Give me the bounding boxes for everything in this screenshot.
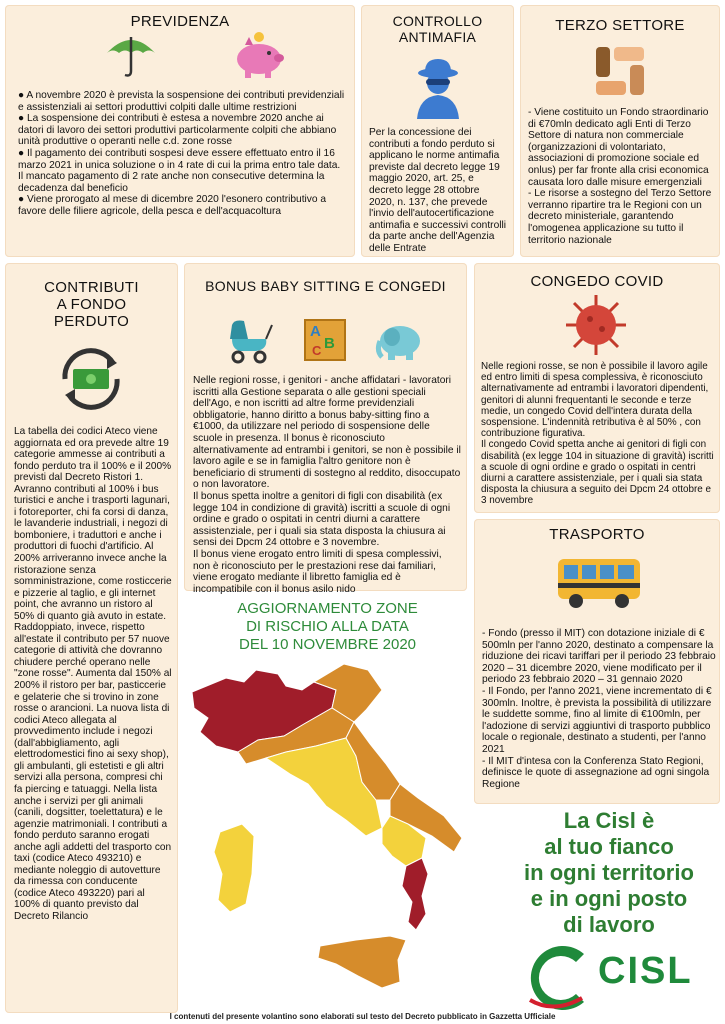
terzo-settore-line: - Viene costituito un Fondo straordinario di €70mln dedicato agli Enti di Terzo Settore di natura non commerciale (organizzazioni di volontariato, associazioni di promozione sociale ed onlus) per far fronte alla crisi economica causata loro dalle misure emergenziali: [528, 107, 709, 188]
previdenza-title: PREVIDENZA: [130, 13, 230, 30]
previdenza-bullet: ● Viene prorogato al mese di dicembre 2020 l'esonero contributivo a favore delle filiere agricole, della pesca e dell'acquacoltura: [18, 194, 327, 217]
previdenza-bullet: ● La sospensione dei contributi è estesa a novembre 2020 anche ai datori di lavoro dei settori produttivi particolarmente colpiti che abbiano unità produttive o operanti nelle c.d. zone rosse: [18, 113, 337, 148]
slogan-line: La Cisl è: [563, 808, 655, 833]
contributi-title: [5, 279, 178, 330]
cisl-logo-icon: [518, 944, 592, 1012]
trasporto-line: - Il Fondo, per l'anno 2021, viene incrementato di € 300mln. Inoltre, è prevista la possibilità di utilizzare le suddette somme, fino al limite di €100mln, per l'adozione di servizi aggiuntivi di trasporto pubblico locale o regionale, destinato a studenti, per l'anno 2021: [482, 685, 712, 755]
virus-icon: [564, 293, 628, 357]
block-letter: C: [312, 343, 322, 358]
bonus-card: [184, 263, 467, 595]
italy-risk-map: [186, 660, 466, 1005]
contributi-title-line: CONTRIBUTI: [44, 279, 139, 296]
bus-icon: [554, 553, 644, 613]
stroller-icon: [226, 317, 276, 365]
contributi-text: La tabella dei codici Ateco viene aggiornata ed ora prevede altre 19 categorie ammesse ai contributi a fondo perduto tra il 100% e il 200% previsti dal Decreto Ristori 1. Avranno contributi al 100% i bus turistici e anche i trasporti lagunari, i fotoreporter, chi fa corsi di danza, le lavanderie industriali, i negozi di bomboniere, i traduttori e anche i produttori di fuochi d'artificio. Al 200% arriveranno invece anche la ristorazione senza somministrazione, come rosticcerie e pizzerie al taglio, e gli internet point, che avranno un ristoro al 50% di quanto già avuto in estate. Raddoppiato, invece, rispetto all'estate il contributo per 57 nuove categorie di attività che dovranno chiudere perché operano nelle "zone rosse". Aumenta dal 150% al 200% il ristoro per bar, pasticcerie e gelaterie che si trovino in zone rosse o arancioni. La nuova lista di codici Ateco allegata al provvedimento include i negozi (dall'abbigliamento, agli elettrodomestici fino ai sexy shop), gli ambulanti, gli estetisti e gli altri servizi alla persona, compresi chi fa piercing e tatuaggi. Nella lista anche i servizi per gli animali (canili, dogsitter, toelettatura) e le agenzie matrimoniali. I contributi a fondo perduto saranno erogati anche agli addetti del trasporto con taxi (codice Ateco 493210) e mediante noleggio di autovetture da rimessa con conducente (codice Ateco 493220) pari al 100% di quanto previsto dal Decreto Rilancio: [14, 426, 172, 922]
zone-title-line: DI RISCHIO ALLA DATA: [246, 618, 409, 635]
congedo-card: [474, 263, 720, 513]
antimafia-title-line: CONTROLLO: [392, 13, 483, 29]
contributi-title-line: PERDUTO: [53, 313, 130, 330]
terzo-settore-card: [520, 5, 720, 257]
slogan-line: di lavoro: [563, 912, 655, 937]
cisl-logo-text: CISL: [598, 950, 693, 992]
umbrella-icon: [103, 31, 159, 79]
antimafia-card: [361, 5, 514, 257]
cisl-slogan: [500, 808, 718, 938]
bonus-title: BONUS BABY SITTING E CONGEDI: [205, 278, 446, 294]
bonus-text: Nelle regioni rosse, i genitori - anche affidatari - lavoratori iscritti alla Gestione separata o alle gestioni speciali dell'Ago, e non iscritti ad altre forme previdenziali obbligatorie, hanno diritto a bonus baby-sitting fino a €1000, da utilizzare nel periodo di sospensione delle scuole in presenza. Il bonus è riconosciuto alternativamente ad entrambi i genitori, se non è possibile il lavoro agile e se in famiglia l'altro genitore non è beneficiario di strumenti di sostegno al reddito, disoccupato o non lavoratore. Il bonus spetta inoltre a genitori di figli con disabilità (ex legge 104 in condizione di gravità) iscritti a scuole di ogni ordine e grado o ospitati in centri diurni a carattere assistenziale, per i quali sia stata disposta la chiusura ai sensi dei Dpcm 24 ottobre e 3 novembre. Il bonus viene erogato entro limiti di spesa complessivi, non è riconosciuto per le prestazioni rese dai familiari, viene erogato mediante il libretto famiglia ed è incompatibile con il bonus asilo nido: [193, 375, 461, 595]
elephant-toy-icon: [374, 319, 424, 363]
trasporto-card: [474, 519, 720, 804]
money-refresh-icon: [51, 339, 131, 419]
previdenza-bullet: ● Il pagamento dei contributi sospesi deve essere effettuato entro il 16 marzo 2021 in unica soluzione o in 4 rate di cui la prima entro tale data. Il mancato pagamento di 2 rate anche non consecutive determina la decadenza dal beneficio: [18, 147, 341, 194]
contributi-title-line: A FONDO: [56, 296, 127, 313]
zone-title-line: DEL 10 NOVEMBRE 2020: [238, 636, 417, 653]
previdenza-bullet: ● A novembre 2020 è prevista la sospensione dei contributi previdenziali e assistenziali ai settori produttivi colpiti dalle ultime restrizioni: [18, 90, 345, 113]
antimafia-text: Per la concessione dei contributi a fondo perduto si applicano le norme antimafia previste dal decreto legge 19 maggio 2020, art. 25, e decreto legge 28 ottobre 2020, n. 137, che prevede l'invio dell'autocertificazione antimafia e successivi controlli da parte anche dell'Agenzia delle Entrate: [369, 127, 507, 254]
zone-title-line: AGGIORNAMENTO ZONE: [237, 600, 418, 617]
slogan-line: in ogni territorio: [524, 860, 694, 885]
terzo-settore-line: - Le risorse a sostegno del Terzo Settore verranno ripartire tra le Regioni con un decreto ministeriale, garantendo l'omogenea applicazione su tutto il territorio nazionale: [528, 188, 712, 246]
piggy-bank-icon: [231, 31, 287, 81]
spy-icon: [413, 57, 463, 121]
trasporto-line: - Fondo (presso il MIT) con dotazione iniziale di € 500mln per l'anno 2020, destinato a compensare la riduzione dei ricavi tariffari per il periodo 23 febbraio 2020 – 31 dicembre 2020, viene modificato per il periodo 23 febbraio 2020 – 31 gennaio 2020: [482, 628, 716, 686]
block-letter: B: [324, 335, 335, 352]
congedo-title: CONGEDO COVID: [530, 273, 664, 290]
trasporto-title: TRASPORTO: [549, 526, 645, 543]
contributi-card: [5, 263, 178, 1013]
zone-title: [190, 600, 465, 654]
antimafia-title-line: ANTIMAFIA: [398, 29, 477, 45]
terzo-settore-title: TERZO SETTORE: [555, 17, 685, 34]
trasporto-line: - Il MIT d'intesa con la Conferenza Stato Regioni, definisce le quote di assegnazione ad ogni singola Regione: [482, 755, 710, 790]
previdenza-card: [5, 5, 355, 257]
block-letter: A: [310, 323, 321, 340]
slogan-line: al tuo fianco: [544, 834, 674, 859]
footer-note: I contenuti del presente volantino sono elaborati sul testo del Decreto pubblicato in Gazzetta Ufficiale: [169, 1012, 556, 1021]
slogan-line: e in ogni posto: [530, 886, 688, 911]
congedo-text: Nelle regioni rosse, se non è possibile il lavoro agile ed entro limiti di spesa complessiva, è riconosciuto alternativamente ad entrambi i lavoratori dipendenti, genitori di alunni frequentanti le seconde e terze medie, un congedo Covid dell'intera durata della sospensione. L'indennità retributiva è al 50% , con contribuzione figurativa. Il congedo Covid spetta anche ai genitori di figli con disabilità (ex legge 104 in situazione di gravità) iscritti a scuole di ogni ordine e grado o ospitati in centri diurni a carattere assistenziale, per i quali sia stata disposta la chiusura a seguito dei Dpcm 24 ottobre e 3 novembre: [481, 361, 714, 507]
antimafia-title: [361, 13, 514, 45]
abc-blocks-icon: [304, 319, 346, 361]
hands-icon: [592, 43, 648, 99]
